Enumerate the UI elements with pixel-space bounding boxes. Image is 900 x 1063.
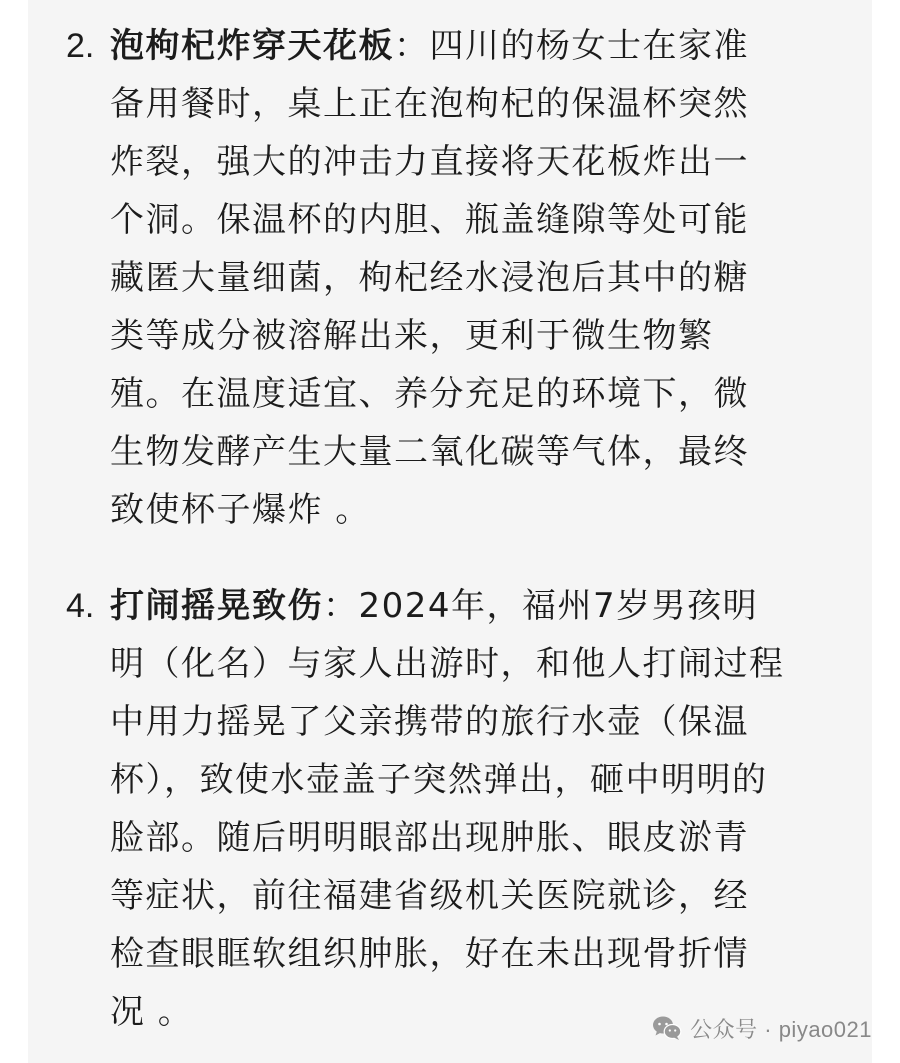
- item-text-line: 脸部。随后明明眼部出现肿胀、眼皮淤青: [110, 818, 749, 858]
- item-title: 打闹摇晃致伤: [110, 586, 323, 626]
- item-text-line: 明（化名）与家人出游时，和他人打闹过程: [110, 644, 785, 684]
- watermark: [652, 1010, 872, 1046]
- item-text-line: 中用力摇晃了父亲携带的旅行水壶（保温: [110, 702, 749, 742]
- item-title: 泡枸杞炸穿天花板: [110, 26, 394, 66]
- item-title-colon: ：: [394, 26, 430, 66]
- wechat-icon: [652, 1015, 682, 1041]
- item-text-line: 况 。: [110, 992, 194, 1032]
- item-text-line: 类等成分被溶解出来，更利于微生物繁: [110, 316, 714, 356]
- item-text-line: 致使杯子爆炸 。: [110, 490, 371, 530]
- item-text-line: 四川的杨女士在家准: [429, 26, 749, 66]
- item-text-line: 生物发酵产生大量二氧化碳等气体，最终: [110, 432, 749, 472]
- item-text-line: 杯），致使水壶盖子突然弹出，砸中明明的: [110, 760, 768, 800]
- item-first-line: [110, 586, 758, 626]
- item-text-line: 炸裂，强大的冲击力直接将天花板炸出一: [110, 142, 749, 182]
- item-text-line: 2024年，福州7岁男孩明: [358, 586, 759, 626]
- item-text-line: 个洞。保温杯的内胆、瓶盖缝隙等处可能: [110, 200, 749, 240]
- item-text-line: 藏匿大量细菌，枸杞经水浸泡后其中的糖: [110, 258, 749, 298]
- item-text-line: 检查眼眶软组织肿胀，好在未出现骨折情: [110, 934, 749, 974]
- item-text-line: 殖。在温度适宜、养分充足的环境下，微: [110, 374, 749, 414]
- item-title-colon: ：: [323, 586, 359, 626]
- item-text-line: 备用餐时，桌上正在泡枸杞的保温杯突然: [110, 84, 749, 124]
- watermark-text: 公众号 · piyao021: [690, 1016, 872, 1042]
- item-number: 4.: [66, 587, 95, 625]
- article-card: [28, 0, 872, 1063]
- item-number: 2.: [66, 27, 95, 65]
- item-first-line: [110, 26, 749, 66]
- item-text-line: 等症状，前往福建省级机关医院就诊，经: [110, 876, 749, 916]
